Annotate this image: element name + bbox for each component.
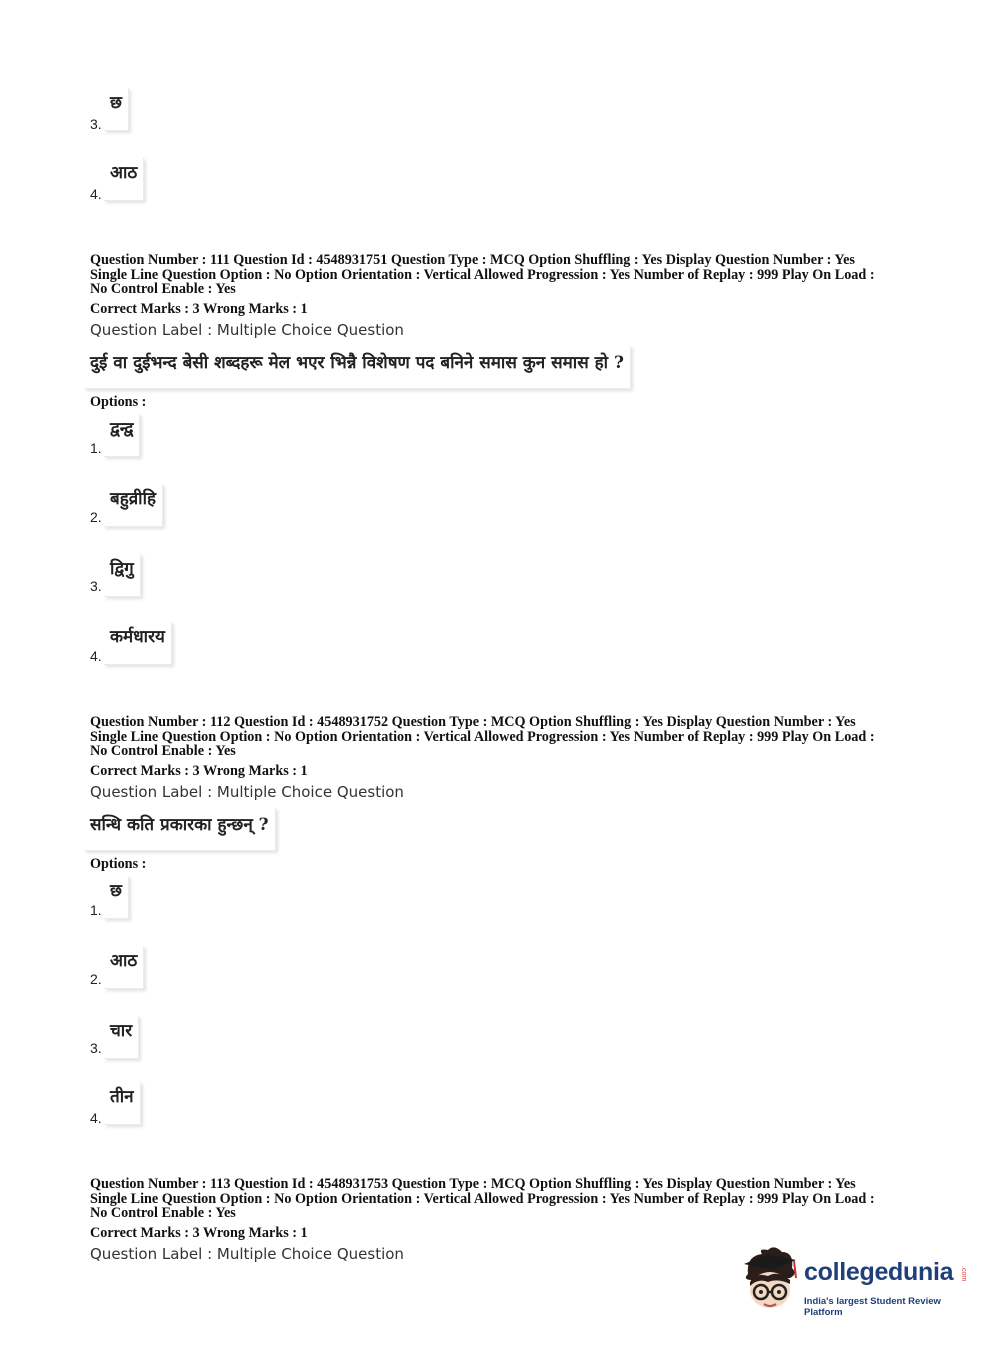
option-text: आठ [110, 951, 138, 971]
meta-line: Single Line Question Option : No Option Orientation : Vertical Allowed Progression : Yes Number of Replay : 999 Play On Load : [90, 728, 875, 745]
option-text: द्विगु [110, 559, 134, 579]
option-number: 4. [90, 648, 102, 664]
marks-line: Correct Marks : 3 Wrong Marks : 1 [90, 301, 308, 317]
meta-line: Question Number : 111 Question Id : 4548931751 Question Type : MCQ Option Shuffling : Yes Display Question Number : Yes [90, 252, 855, 268]
logo-name: collegedunia [804, 1258, 954, 1286]
meta-line: Question Number : 112 Question Id : 4548931752 Question Type : MCQ Option Shuffling : Yes Display Question Number : Yes [90, 714, 856, 730]
meta-line: No Control Enable : Yes [90, 1205, 236, 1221]
question-label: Question Label : Multiple Choice Question [90, 321, 404, 339]
marks-line: Correct Marks : 3 Wrong Marks : 1 [90, 763, 308, 779]
question-text: सन्धि कति प्रकारका हुन्छन् ? [84, 808, 276, 851]
option-number: 1. [90, 902, 102, 918]
option-number: 3. [90, 116, 102, 132]
option-text: छ [110, 881, 122, 901]
meta-line: No Control Enable : Yes [90, 743, 236, 759]
option-box [104, 622, 172, 665]
option-box [104, 946, 144, 989]
option-text: कर्मधारय [110, 627, 165, 647]
question-meta [90, 253, 920, 297]
question-label: Question Label : Multiple Choice Question [90, 783, 404, 801]
option-number: 3. [90, 578, 102, 594]
option-number: 4. [90, 1110, 102, 1126]
meta-line: Single Line Question Option : No Option Orientation : Vertical Allowed Progression : Yes Number of Replay : 999 Play On Load : [90, 266, 875, 283]
option-box [104, 414, 140, 457]
marks-line: Correct Marks : 3 Wrong Marks : 1 [90, 1225, 308, 1241]
question-meta [90, 1177, 920, 1221]
option-text: छ [110, 93, 122, 113]
option-number: 4. [90, 186, 102, 202]
logo-suffix: .com [960, 1266, 967, 1282]
option-number: 3. [90, 1040, 102, 1056]
option-box [104, 1082, 141, 1125]
question-meta [90, 715, 920, 759]
option-text: तीन [110, 1087, 134, 1107]
question-text: दुई वा दुईभन्द बेसी शब्दहरू मेल भएर भिन्नै विशेषण पद बनिने समास कुन समास हो ? [84, 346, 631, 389]
options-heading: Options : [90, 394, 147, 410]
option-box [104, 158, 144, 201]
option-number: 1. [90, 440, 102, 456]
option-text: द्वन्द्व [110, 419, 134, 439]
option-number: 2. [90, 509, 102, 525]
meta-line: Single Line Question Option : No Option Orientation : Vertical Allowed Progression : Yes Number of Replay : 999 Play On Load : [90, 1190, 875, 1207]
collegedunia-logo [738, 1244, 978, 1324]
logo-tagline: India's largest Student Review Platform [804, 1296, 941, 1318]
options-heading: Options : [90, 856, 147, 872]
option-box [104, 876, 129, 919]
meta-line: Question Number : 113 Question Id : 4548931753 Question Type : MCQ Option Shuffling : Yes Display Question Number : Yes [90, 1176, 856, 1192]
option-box [104, 88, 129, 131]
option-text: बहुव्रीहि [110, 489, 157, 509]
meta-line: No Control Enable : Yes [90, 281, 236, 297]
option-box [104, 1016, 139, 1059]
option-box [104, 554, 141, 597]
question-label: Question Label : Multiple Choice Question [90, 1245, 404, 1263]
option-text: चार [110, 1021, 133, 1041]
mascot-icon [738, 1244, 802, 1322]
option-number: 2. [90, 971, 102, 987]
option-box [104, 484, 163, 527]
option-text: आठ [110, 163, 138, 183]
